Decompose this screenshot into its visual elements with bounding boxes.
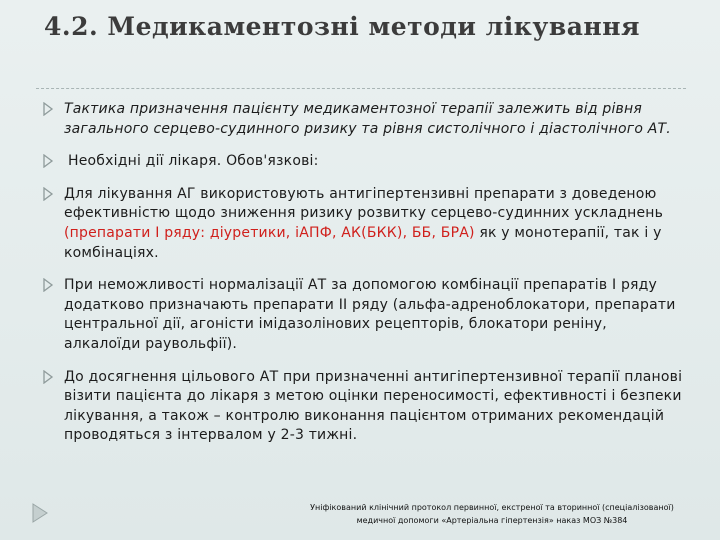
bullet-text: [64, 368, 688, 446]
source-footnote: [278, 501, 706, 527]
highlighted-drug-classes: (препарати I ряду: діуретики, іАПФ, АК(БКК), ББ, БРА): [64, 224, 475, 241]
bullet-text-part: При неможливості нормалізації АТ за допомогою комбінації препаратів І ряду додатково призначають препарати ІІ ряду (альфа-адреноблокатори, препарати центральної дії, агоністи імідазолінових рецепторів, блокатори реніну, алкалоїди раувольфії).: [64, 277, 676, 352]
list-item: [38, 185, 688, 263]
arrow-right-icon: [42, 154, 54, 168]
list-item: [38, 276, 688, 354]
list-item: [38, 100, 688, 139]
bullet-text-part: Тактика призначення пацієнту медикаментозної терапії залежить від рівня загального серцево-судинного ризику та рівня систолічного і діастолічного АТ.: [64, 101, 671, 137]
list-item: [38, 152, 688, 172]
footnote-line: Уніфікований клінічний протокол первинної, екстреної та вторинної (спеціалізованої): [310, 503, 674, 512]
arrow-right-icon: [42, 370, 54, 384]
bullet-text-part: як у монотерапії, так і у комбінаціях.: [64, 224, 662, 261]
list-item: [38, 368, 688, 446]
arrow-right-icon: [42, 187, 54, 201]
bullet-text-part: Для лікування АГ використовують антигіпертензивні препарати з доведеною ефективністю щодо зниження ризику розвитку серцево-судинних ускладнень: [64, 185, 664, 222]
bullet-text: [64, 152, 688, 172]
arrow-right-icon: [42, 278, 54, 292]
bullet-text: [64, 276, 688, 354]
bullet-text: [64, 185, 688, 263]
bullet-text-part: Необхідні дії лікаря. Обов'язкові:: [68, 153, 319, 170]
bullet-text-part: До досягнення цільового АТ при призначенні антигіпертензивної терапії планові візити пацієнта до лікаря з метою оцінки переносимості, ефективності і безпеки лікування, а також – контролю виконання пацієнтом отриманих рекомендацій проводяться з інтервалом у 2-3 тижні.: [64, 368, 683, 444]
bullet-list: [38, 100, 688, 459]
page-title: 4.2. Медикаментозні методи лікування: [44, 12, 640, 41]
title-divider: [36, 88, 686, 89]
footnote-line: медичної допомоги «Артеріальна гіпертензія» наказ МОЗ №384: [356, 516, 628, 525]
arrow-right-icon: [42, 102, 54, 116]
bullet-text: [64, 100, 688, 139]
play-triangle-icon[interactable]: [32, 503, 48, 523]
